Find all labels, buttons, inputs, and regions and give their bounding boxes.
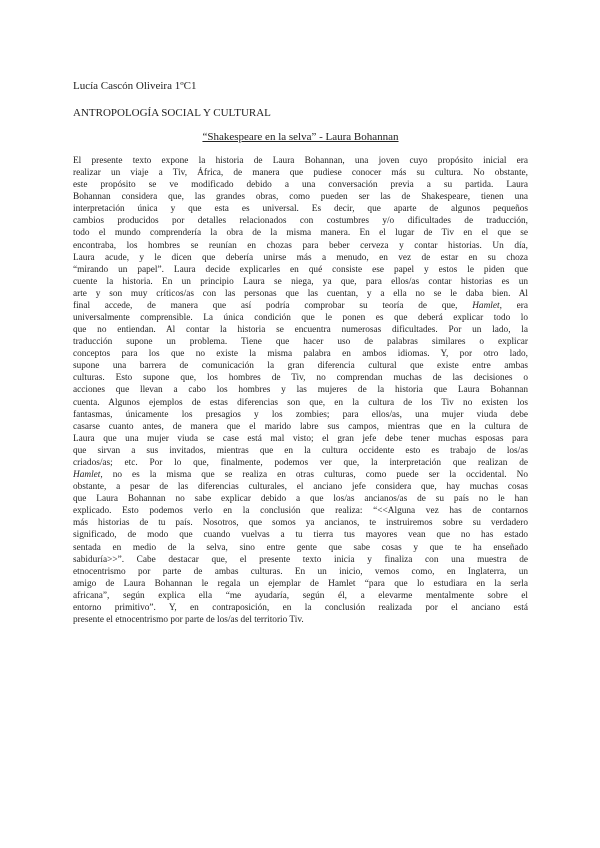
course-heading: ANTROPOLOGÍA SOCIAL Y CULTURAL: [73, 107, 271, 119]
body-line: cuenta. Algunos ejemplos de estas diferencias son que, en la cultura de los Tiv no existen los: [73, 397, 528, 408]
body-line: Hamlet, no es la misma que se realiza en otras culturas, como puede ser la occidental. No: [73, 470, 528, 481]
body-line: sabiduría>>”. Cabe destacar que, el presente texto inicia y finaliza con una muestra de: [73, 554, 528, 565]
body-line: criados/as; etc. Por lo que, finalmente, podemos ver que, la interpretación que realizan de: [73, 457, 528, 468]
body-line: amigo de Laura Bohannan le regala un ejemplar de Hamlet “para que lo estudiara en la serla: [73, 578, 528, 589]
body-line: que Laura Bohannan no sabe explicar debido a que los/as ancianos/as de su país no le han: [73, 494, 528, 505]
body-line: cuente la historia. En un principio Laura se niega, ya que, para ellos/as contar historias es un: [73, 276, 528, 287]
body-line: entorno primitivo”. Y, en contraposición, en la conclusión realizada por el anciano está: [73, 602, 528, 613]
body-line: traducción supone un problema. Tiene que hacer uso de palabras similares o explicar: [73, 337, 528, 348]
body-line: africana”, según explica ella “me ayudaría, según él, a elevarme mentalmente sobre el: [73, 590, 528, 601]
body-line: significado, de modo que cuando vuelvas a tu tierra tus mayores vean que no has estado: [73, 530, 528, 541]
body-line: fantasmas, únicamente los presagios y los zombies; para ellos/as, una mujer viuda debe: [73, 409, 528, 420]
essay-title: [73, 131, 528, 143]
body-line: casarse cuanto antes, de manera que el marido labre sus campos, mientras que en la cultura de: [73, 421, 528, 432]
body-line: conceptos para los que no existe la misma palabra en ambos idiomas. Y, por otro lado,: [73, 349, 528, 360]
essay-body: [73, 155, 528, 626]
body-line: encontraba, los hombres se reunían en chozas para beber cerveza y contar historias. Un día,: [73, 240, 528, 251]
body-line: todo el mundo comprendería la obra de la misma manera. En el lugar de Tiv en el que se: [73, 228, 528, 239]
body-line: explicado. Esto podemos verlo en la conclusión que realiza: “<<Alguna vez has de contarnos: [73, 506, 528, 517]
body-line: arte y son muy críticos/as con las personas que las cuentan, y a ella no se le daba bien. Al: [73, 288, 528, 299]
body-line: presente el etnocentrismo por parte de los/as del territorio Tiv.: [73, 614, 304, 625]
body-line: universalmente comprensible. La única condición que le ponen es que deberá explicar todo lo: [73, 313, 528, 324]
body-line: El presente texto expone la historia de Laura Bohannan, una joven cuyo propósito inicial era: [73, 156, 528, 166]
body-line: que no entiendan. Al contar la historia se encuentra numerosas dificultades. Por un lado, la: [73, 325, 528, 336]
body-line: culturas. Esto supone que, los hombres de Tiv, no comprendan muchas de las decisiones o: [73, 373, 528, 384]
body-line: que sirvan a sus invitados, mientras que en la cultura occidente esto es trabajo de los/as: [73, 445, 528, 456]
body-line: Laura acude, y le dicen que debería unirse más a menudo, en vez de estar en su choza: [73, 252, 528, 263]
body-line: cambios producidos por detalles relacionados con costumbres y/o dificultades de traducción,: [73, 216, 528, 227]
body-line: acciones que llevan a cabo los hombres y las mujeres de la historia que Laura Bohannan: [73, 385, 528, 396]
body-line: este propósito se ve modificado debido a una conversación previa a su partida. Laura: [73, 180, 528, 191]
body-line: interpretación única y que esta es universal. Es decir, que aparte de algunos pequeños: [73, 204, 528, 215]
body-line: obstante, a pesar de las diferencias culturales, el anciano jefe considera que, hay muchas cosas: [73, 482, 528, 493]
body-line: etnocentrismo por parte de ambas culturas. En un inicio, vemos como, en Inglaterra, un: [73, 566, 528, 577]
author-name: Lucía Cascón Oliveira 1ºC1: [73, 80, 197, 92]
body-line: “mirando un papel”. Laura decide explicarles en qué consiste ese papel y estos le piden que: [73, 264, 528, 275]
body-line: final accede, de manera que así podría comprobar su teoría de que, Hamlet, era: [73, 300, 528, 311]
body-line: realizar un viaje a Tiv, África, de manera que pudiese conocer más su cultura. No obstante,: [73, 168, 528, 179]
body-line: más historias de tu país. Nosotros, que somos ya ancianos, te instruiremos sobre su verdadero: [73, 518, 528, 529]
body-line: sentada en medio de la selva, sino entre gente que sabe cosas y que te ha enseñado: [73, 542, 528, 553]
essay-title-text: “Shakespeare en la selva” - Laura Bohannan: [202, 131, 399, 143]
body-line: Bohannan considera que, las grandes obras, como pueden ser las de Shakespeare, tienen una: [73, 192, 528, 203]
body-line: supone una barrera de comunicación la gran diferencia cultural que existe entre ambas: [73, 361, 528, 372]
body-line: Laura que una mujer viuda se case está mal visto; el gran jefe debe tener muchas esposas para: [73, 433, 528, 444]
